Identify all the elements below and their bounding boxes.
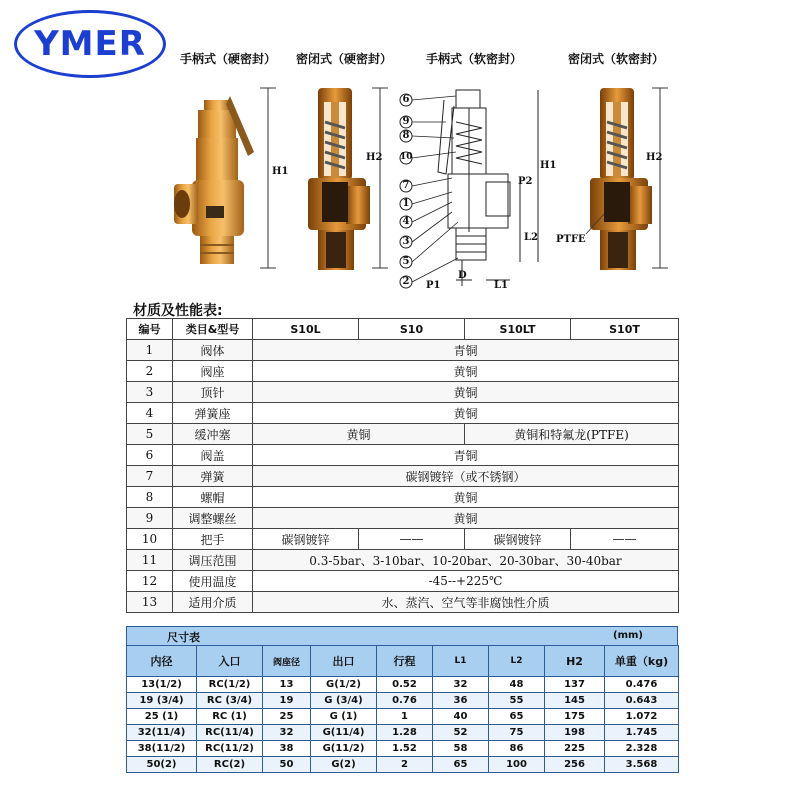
cell: 40 bbox=[433, 709, 489, 725]
table-row bbox=[127, 757, 679, 773]
header-cell: S10LT bbox=[465, 319, 571, 340]
table-row bbox=[127, 445, 679, 466]
caption-handle-soft: 手柄式（软密封） bbox=[426, 52, 523, 66]
row-value: -45--+225℃ bbox=[253, 571, 679, 592]
label-l1: L1 bbox=[494, 280, 508, 291]
cell: 50(2) bbox=[127, 757, 197, 773]
cell: 38(11/2) bbox=[127, 741, 197, 757]
cell: RC(11/2) bbox=[197, 741, 263, 757]
header-cell: 入口 bbox=[197, 646, 263, 677]
row-value: 黄铜 bbox=[253, 361, 679, 382]
dimensions-section bbox=[126, 626, 678, 773]
row-no: 6 bbox=[127, 445, 173, 466]
row-value: 黄铜 bbox=[253, 508, 679, 529]
header-cell: S10 bbox=[359, 319, 465, 340]
cell: 0.76 bbox=[377, 693, 433, 709]
cell: 32(11/4) bbox=[127, 725, 197, 741]
row-item: 阀座 bbox=[173, 361, 253, 382]
dimensions-table bbox=[126, 645, 679, 773]
part-number: 4 bbox=[402, 216, 410, 227]
caption-sealed-soft: 密闭式（软密封） bbox=[568, 52, 665, 66]
cell: 0.643 bbox=[605, 693, 679, 709]
row-no: 8 bbox=[127, 487, 173, 508]
table-row bbox=[127, 424, 679, 445]
cell: 145 bbox=[545, 693, 605, 709]
part-number: 7 bbox=[402, 180, 410, 191]
part-number: 8 bbox=[402, 130, 410, 141]
brand-logo bbox=[14, 10, 166, 78]
header-cell: 类目&型号 bbox=[173, 319, 253, 340]
cell: 1.28 bbox=[377, 725, 433, 741]
cell: 175 bbox=[545, 709, 605, 725]
row-item: 调压范围 bbox=[173, 550, 253, 571]
row-value: 水、蒸汽、空气等非腐蚀性介质 bbox=[253, 592, 679, 613]
valve-handle-soft-drawing bbox=[398, 82, 558, 292]
part-number: 6 bbox=[402, 94, 410, 105]
header-cell: 行程 bbox=[377, 646, 433, 677]
row-value: —— bbox=[571, 529, 679, 550]
header-cell: 单重（kg) bbox=[605, 646, 679, 677]
row-no: 13 bbox=[127, 592, 173, 613]
row-no: 5 bbox=[127, 424, 173, 445]
cell: 3.568 bbox=[605, 757, 679, 773]
label-h1-b: H1 bbox=[540, 160, 557, 171]
header-cell: 阀座径 bbox=[263, 646, 311, 677]
header-cell: S10L bbox=[253, 319, 359, 340]
row-value: 青铜 bbox=[253, 445, 679, 466]
part-number: 5 bbox=[402, 256, 410, 267]
cell: 256 bbox=[545, 757, 605, 773]
row-value: 碳钢镀锌（或不锈钢） bbox=[253, 466, 679, 487]
row-value: 碳钢镀锌 bbox=[253, 529, 359, 550]
table-row bbox=[127, 466, 679, 487]
row-value: 黄铜 bbox=[253, 382, 679, 403]
cell: 2.328 bbox=[605, 741, 679, 757]
header-cell: H2 bbox=[545, 646, 605, 677]
part-number: 1 bbox=[402, 198, 410, 209]
cell: 1.745 bbox=[605, 725, 679, 741]
dimensions-title: 尺寸表 bbox=[167, 631, 200, 644]
cell: RC(11/4) bbox=[197, 725, 263, 741]
materials-table bbox=[126, 318, 679, 613]
valve-sealed-hard-image bbox=[298, 82, 388, 282]
label-p1: P1 bbox=[426, 280, 441, 291]
row-item: 阀体 bbox=[173, 340, 253, 361]
header-cell: S10T bbox=[571, 319, 679, 340]
table-row bbox=[127, 741, 679, 757]
cell: G(11/2) bbox=[311, 741, 377, 757]
row-no: 12 bbox=[127, 571, 173, 592]
header-cell: 内径 bbox=[127, 646, 197, 677]
cell: 32 bbox=[263, 725, 311, 741]
cell: 0.52 bbox=[377, 677, 433, 693]
row-value: 黄铜 bbox=[253, 424, 465, 445]
row-value: 0.3-5bar、3-10bar、10-20bar、20-30bar、30-40bar bbox=[253, 550, 679, 571]
row-item: 弹簧座 bbox=[173, 403, 253, 424]
table-row bbox=[127, 508, 679, 529]
row-no: 10 bbox=[127, 529, 173, 550]
table-row bbox=[127, 529, 679, 550]
row-no: 2 bbox=[127, 361, 173, 382]
cell: RC (3/4) bbox=[197, 693, 263, 709]
logo-text: YMER bbox=[34, 24, 146, 64]
dimensions-header-bar bbox=[126, 626, 678, 645]
part-number: 2 bbox=[402, 276, 410, 287]
cell: 225 bbox=[545, 741, 605, 757]
row-no: 4 bbox=[127, 403, 173, 424]
table-row bbox=[127, 382, 679, 403]
label-p2: P2 bbox=[518, 176, 533, 187]
row-no: 11 bbox=[127, 550, 173, 571]
row-no: 9 bbox=[127, 508, 173, 529]
table-header-row bbox=[127, 319, 679, 340]
row-item: 弹簧 bbox=[173, 466, 253, 487]
cell: 55 bbox=[489, 693, 545, 709]
row-item: 调整螺丝 bbox=[173, 508, 253, 529]
table-row bbox=[127, 709, 679, 725]
header-cell: 出口 bbox=[311, 646, 377, 677]
table-row bbox=[127, 403, 679, 424]
part-number: 10 bbox=[400, 152, 413, 162]
row-no: 7 bbox=[127, 466, 173, 487]
caption-handle-hard: 手柄式（硬密封） bbox=[180, 52, 277, 66]
cell: 137 bbox=[545, 677, 605, 693]
dimensions-unit: (mm) bbox=[613, 630, 643, 641]
cell: G(11/4) bbox=[311, 725, 377, 741]
label-h2-b: H2 bbox=[646, 152, 663, 163]
row-item: 适用介质 bbox=[173, 592, 253, 613]
cell: G (1) bbox=[311, 709, 377, 725]
table-header-row bbox=[127, 646, 679, 677]
row-no: 3 bbox=[127, 382, 173, 403]
table-row bbox=[127, 725, 679, 741]
row-item: 顶针 bbox=[173, 382, 253, 403]
valve-handle-hard-image bbox=[170, 82, 290, 282]
label-d: D bbox=[458, 270, 467, 281]
cell: 13(1/2) bbox=[127, 677, 197, 693]
label-h1-a: H1 bbox=[272, 166, 289, 177]
table-row bbox=[127, 340, 679, 361]
cell: 58 bbox=[433, 741, 489, 757]
cell: 100 bbox=[489, 757, 545, 773]
cell: 32 bbox=[433, 677, 489, 693]
cell: 52 bbox=[433, 725, 489, 741]
row-item: 阀盖 bbox=[173, 445, 253, 466]
label-l2: L2 bbox=[524, 232, 538, 243]
part-number: 9 bbox=[402, 116, 410, 127]
cell: G(1/2) bbox=[311, 677, 377, 693]
label-h2-a: H2 bbox=[366, 152, 383, 163]
cell: RC(2) bbox=[197, 757, 263, 773]
part-number: 3 bbox=[402, 236, 410, 247]
row-value: 青铜 bbox=[253, 340, 679, 361]
table-row bbox=[127, 487, 679, 508]
row-item: 螺帽 bbox=[173, 487, 253, 508]
cell: G (3/4) bbox=[311, 693, 377, 709]
cell: 65 bbox=[433, 757, 489, 773]
table-row bbox=[127, 361, 679, 382]
row-value: 黄铜 bbox=[253, 403, 679, 424]
cell: 0.476 bbox=[605, 677, 679, 693]
cell: 36 bbox=[433, 693, 489, 709]
cell: RC (1) bbox=[197, 709, 263, 725]
caption-sealed-hard: 密闭式（硬密封） bbox=[296, 52, 393, 66]
cell: 2 bbox=[377, 757, 433, 773]
label-ptfe: PTFE bbox=[556, 234, 586, 245]
cell: 198 bbox=[545, 725, 605, 741]
cell: 19 bbox=[263, 693, 311, 709]
cell: 65 bbox=[489, 709, 545, 725]
table-row bbox=[127, 677, 679, 693]
cell: 86 bbox=[489, 741, 545, 757]
cell: 25 (1) bbox=[127, 709, 197, 725]
header-cell: 编号 bbox=[127, 319, 173, 340]
cell: 50 bbox=[263, 757, 311, 773]
row-item: 使用温度 bbox=[173, 571, 253, 592]
valve-sealed-soft-image bbox=[580, 82, 670, 282]
row-item: 缓冲塞 bbox=[173, 424, 253, 445]
cell: 48 bbox=[489, 677, 545, 693]
cell: 1 bbox=[377, 709, 433, 725]
cell: 75 bbox=[489, 725, 545, 741]
table-row bbox=[127, 592, 679, 613]
row-value: —— bbox=[359, 529, 465, 550]
cell: 13 bbox=[263, 677, 311, 693]
header-cell: L1 bbox=[433, 646, 489, 677]
table-row bbox=[127, 693, 679, 709]
cell: RC(1/2) bbox=[197, 677, 263, 693]
row-no: 1 bbox=[127, 340, 173, 361]
cell: 1.52 bbox=[377, 741, 433, 757]
table-row bbox=[127, 571, 679, 592]
cell: 38 bbox=[263, 741, 311, 757]
cell: 25 bbox=[263, 709, 311, 725]
row-value: 黄铜 bbox=[253, 487, 679, 508]
row-item: 把手 bbox=[173, 529, 253, 550]
materials-title: 材质及性能表: bbox=[133, 303, 223, 319]
cell: 1.072 bbox=[605, 709, 679, 725]
table-row bbox=[127, 550, 679, 571]
cell: 19 (3/4) bbox=[127, 693, 197, 709]
row-value: 碳钢镀锌 bbox=[465, 529, 571, 550]
cell: G(2) bbox=[311, 757, 377, 773]
header-cell: L2 bbox=[489, 646, 545, 677]
row-value: 黄铜和特氟龙(PTFE) bbox=[465, 424, 679, 445]
